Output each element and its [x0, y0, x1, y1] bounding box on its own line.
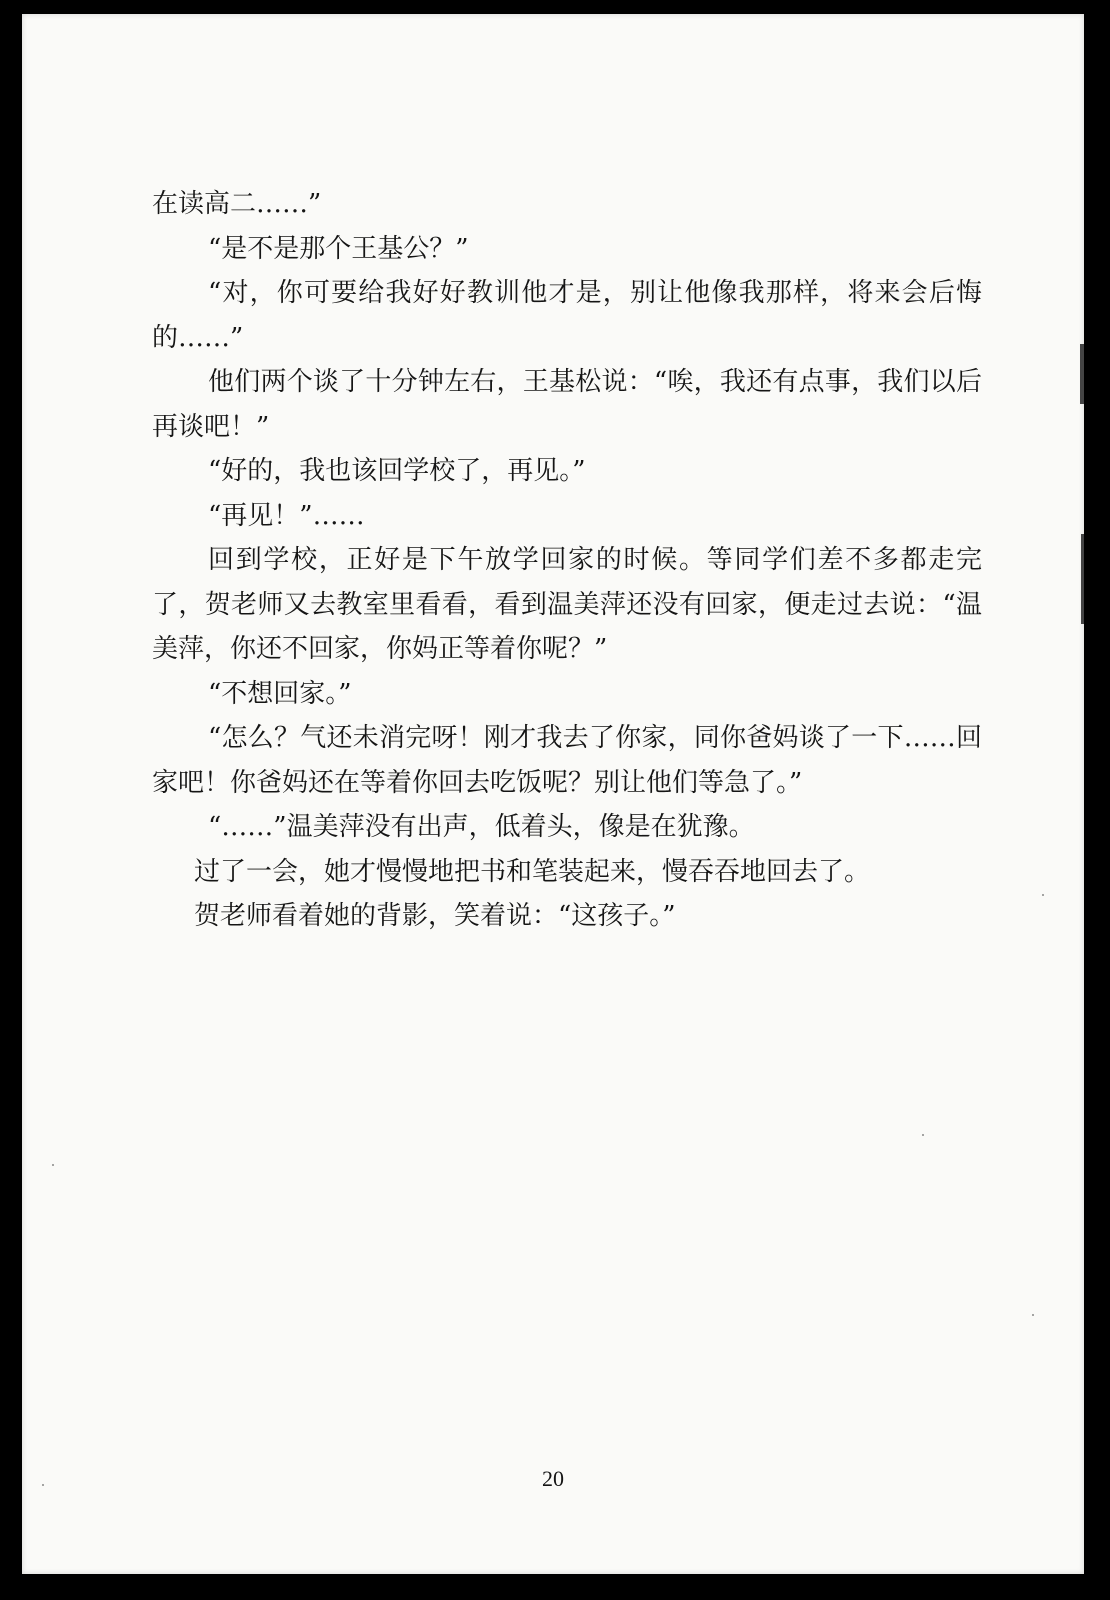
scan-speckle: [42, 1484, 44, 1486]
paragraph-10: “……”温美萍没有出声，低着头，像是在犹豫。: [208, 812, 755, 842]
book-page: [22, 14, 1084, 1574]
paragraph-8: “不想回家。”: [208, 678, 352, 709]
page-number: 20: [542, 1466, 564, 1491]
scan-edge-mark: [1080, 344, 1084, 404]
paragraph-2: “是不是那个王基公？”: [208, 233, 469, 264]
paragraph-3: “对，你可要给我好好教训他才是，别让他像我那样，将来会后悔的……”: [152, 278, 982, 353]
paragraph-5: “好的，我也该回学校了，再见。”: [208, 456, 586, 486]
scan-speckle: [1032, 1314, 1034, 1316]
scan-speckle: [52, 1164, 54, 1166]
scan-speckle: [1042, 894, 1044, 896]
scan-edge-mark: [1081, 534, 1084, 624]
paragraph-9: “怎么？气还未消完呀！刚才我去了你家，同你爸妈谈了一下……回家吧！你爸妈还在等着你回去吃饭呢？别让他们等急了。”: [152, 723, 982, 798]
paragraph-7: 回到学校，正好是下午放学回家的时候。等同学们差不多都走完了，贺老师又去教室里看看，看到温美萍还没有回家，便走过去说：“温美萍，你还不回家，你妈正等着你呢？”: [152, 545, 982, 664]
page-body-text: [152, 182, 982, 939]
scan-speckle: [922, 1134, 924, 1136]
paragraph-12: 贺老师看着她的背影，笑着说：“这孩子。”: [194, 901, 676, 931]
paragraph-1: 在读高二……”: [152, 189, 322, 219]
paragraph-6: “再见！”……: [208, 500, 365, 531]
paragraph-4: 他们两个谈了十分钟左右，王基松说：“唉，我还有点事，我们以后再谈吧！”: [152, 367, 982, 442]
paragraph-11: 过了一会，她才慢慢地把书和笔装起来，慢吞吞地回去了。: [194, 856, 871, 887]
